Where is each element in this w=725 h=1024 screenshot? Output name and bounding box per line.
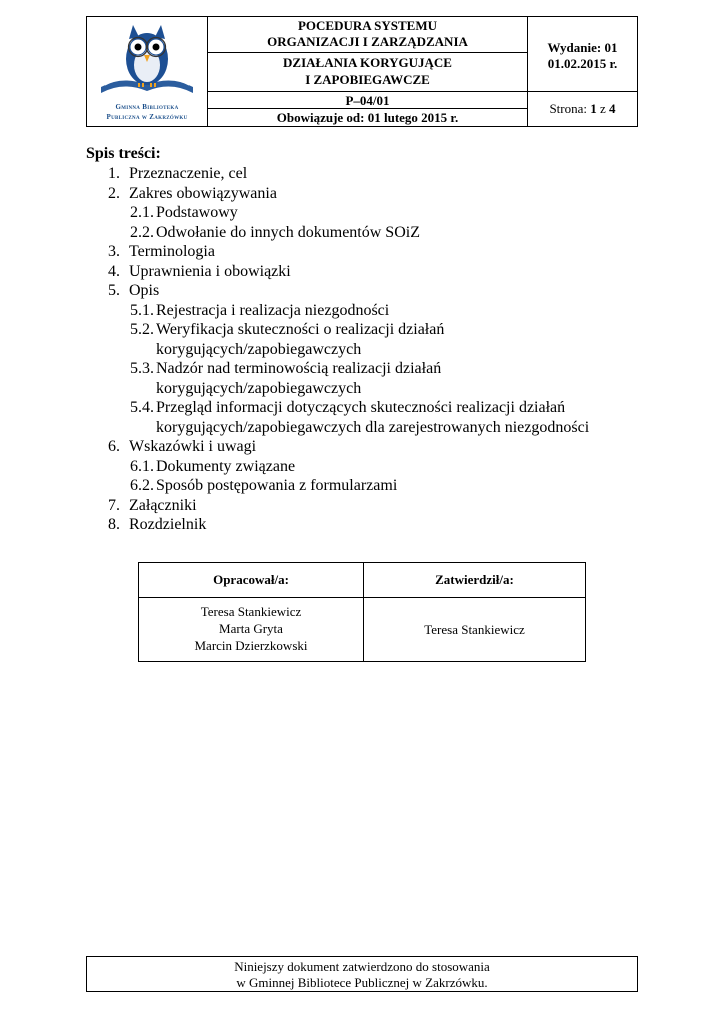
toc-item-text: Załączniki <box>129 496 197 514</box>
toc-item-number: 2.1. <box>130 204 154 221</box>
page-indicator <box>528 101 637 116</box>
table-of-contents <box>86 164 646 535</box>
toc-item-text: Rejestracja i realizacja niezgodności <box>156 301 390 319</box>
logo-text-line2: Publiczna w Zakrzówku <box>106 113 188 121</box>
divider <box>528 91 637 92</box>
toc-item-number: 4. <box>108 262 120 280</box>
page-label: Strona: <box>549 101 588 116</box>
toc-item-number: 5.2. <box>130 321 154 338</box>
toc-item-text: Sposób postępowania z formularzami <box>156 477 398 494</box>
toc-item-text: Nadzór nad terminowością realizacji działań <box>156 360 442 377</box>
toc-item-number: 5. <box>108 282 120 299</box>
toc-item-number: 6.2. <box>130 477 154 494</box>
toc-subitem <box>86 203 646 223</box>
toc-title: Spis treści: <box>86 145 161 162</box>
toc-item-number: 2. <box>108 184 120 202</box>
header-title-cell <box>208 17 528 126</box>
toc-item <box>86 164 646 184</box>
toc-item-text: Przegląd informacji dotyczących skuteczności realizacji działań <box>156 399 566 416</box>
toc-item-number: 5.3. <box>130 360 154 377</box>
toc-item-text: Odwołanie do innych dokumentów SOiZ <box>156 223 420 241</box>
toc-item-number: 6. <box>108 438 120 455</box>
approval-table <box>138 562 586 662</box>
divider <box>208 52 527 53</box>
document-header <box>86 16 638 127</box>
edition-number: Wydanie: 01 <box>547 40 618 55</box>
procedure-title-line1: POCEDURA SYSTEMU <box>297 18 438 33</box>
prepared-name: Marcin Dzierzkowski <box>194 638 308 653</box>
logo-text-line1: Gminna Biblioteka <box>115 103 179 111</box>
prepared-name: Teresa Stankiewicz <box>200 604 302 619</box>
toc-item <box>86 515 646 535</box>
toc-item-text-continued: korygujących/zapobiegawczych <box>156 340 362 358</box>
toc-item-text-continued: korygujących/zapobiegawczych <box>156 379 362 397</box>
toc-subitem <box>86 398 646 437</box>
edition-date: 01.02.2015 r. <box>547 56 618 71</box>
toc-item-number: 5.4. <box>130 399 154 416</box>
toc-item-text: Dokumenty związane <box>156 457 296 475</box>
approved-name: Teresa Stankiewicz <box>424 622 525 637</box>
toc-item-number: 5.1. <box>130 301 154 319</box>
toc-item-number: 2.2. <box>130 223 154 241</box>
page-number: 1 <box>590 101 597 116</box>
procedure-code: P–04/01 <box>345 93 390 108</box>
toc-item-text-continued: korygujących/zapobiegawczych dla zarejestrowanych niezgodności <box>156 418 590 436</box>
toc-item <box>86 281 646 301</box>
toc-item-number: 3. <box>108 243 120 260</box>
prepared-label: Opracował/a: <box>139 563 363 598</box>
document-footer <box>86 956 638 992</box>
prepared-column <box>139 563 364 661</box>
toc-item-text: Terminologia <box>129 243 215 260</box>
toc-subitem <box>86 457 646 477</box>
approved-label: Zatwierdził/a: <box>364 563 585 598</box>
toc-item-number: 6.1. <box>130 457 154 475</box>
toc-item-text: Wskazówki i uwagi <box>129 438 257 455</box>
divider <box>208 108 527 109</box>
approved-column <box>364 563 585 661</box>
procedure-subject-line2: I ZAPOBIEGAWCZE <box>305 72 430 87</box>
footer-line1: Niniejszy dokument zatwierdzono do stosowania <box>234 959 490 974</box>
divider <box>208 91 527 92</box>
toc-item-text: Podstawowy <box>156 204 238 221</box>
toc-subitem <box>86 320 646 359</box>
toc-item-text: Przeznaczenie, cel <box>129 165 248 182</box>
toc-item-text: Weryfikacja skuteczności o realizacji działań <box>156 321 445 338</box>
toc-item-number: 8. <box>108 516 120 533</box>
prepared-name: Marta Gryta <box>219 621 283 636</box>
toc-subitem <box>86 476 646 496</box>
prepared-names <box>139 598 363 661</box>
toc-item <box>86 184 646 204</box>
toc-item-text: Zakres obowiązywania <box>129 184 277 202</box>
toc-item-text: Opis <box>129 282 160 299</box>
procedure-subject-line1: DZIAŁANIA KORYGUJĄCE <box>283 55 452 70</box>
toc-item-text: Rozdzielnik <box>129 516 207 533</box>
page-of: z <box>600 101 606 116</box>
effective-date: Obowiązuje od: 01 lutego 2015 r. <box>276 110 459 125</box>
toc-item <box>86 242 646 262</box>
toc-item-number: 1. <box>108 165 120 182</box>
toc-item <box>86 496 646 516</box>
footer-line2: w Gminnej Bibliotece Publicznej w Zakrzówku. <box>236 975 488 990</box>
toc-item <box>86 262 646 282</box>
page-total: 4 <box>609 101 616 116</box>
toc-item-number: 7. <box>108 496 120 514</box>
header-edition-cell <box>528 17 637 126</box>
toc-subitem <box>86 359 646 398</box>
procedure-title-line2: ORGANIZACJI I ZARZĄDZANIA <box>267 34 468 49</box>
header-logo-cell <box>87 17 208 126</box>
toc-item-text: Uprawnienia i obowiązki <box>129 262 291 280</box>
toc-item <box>86 437 646 457</box>
owl-logo-icon <box>87 17 207 107</box>
toc-subitem <box>86 223 646 243</box>
toc-subitem <box>86 301 646 321</box>
